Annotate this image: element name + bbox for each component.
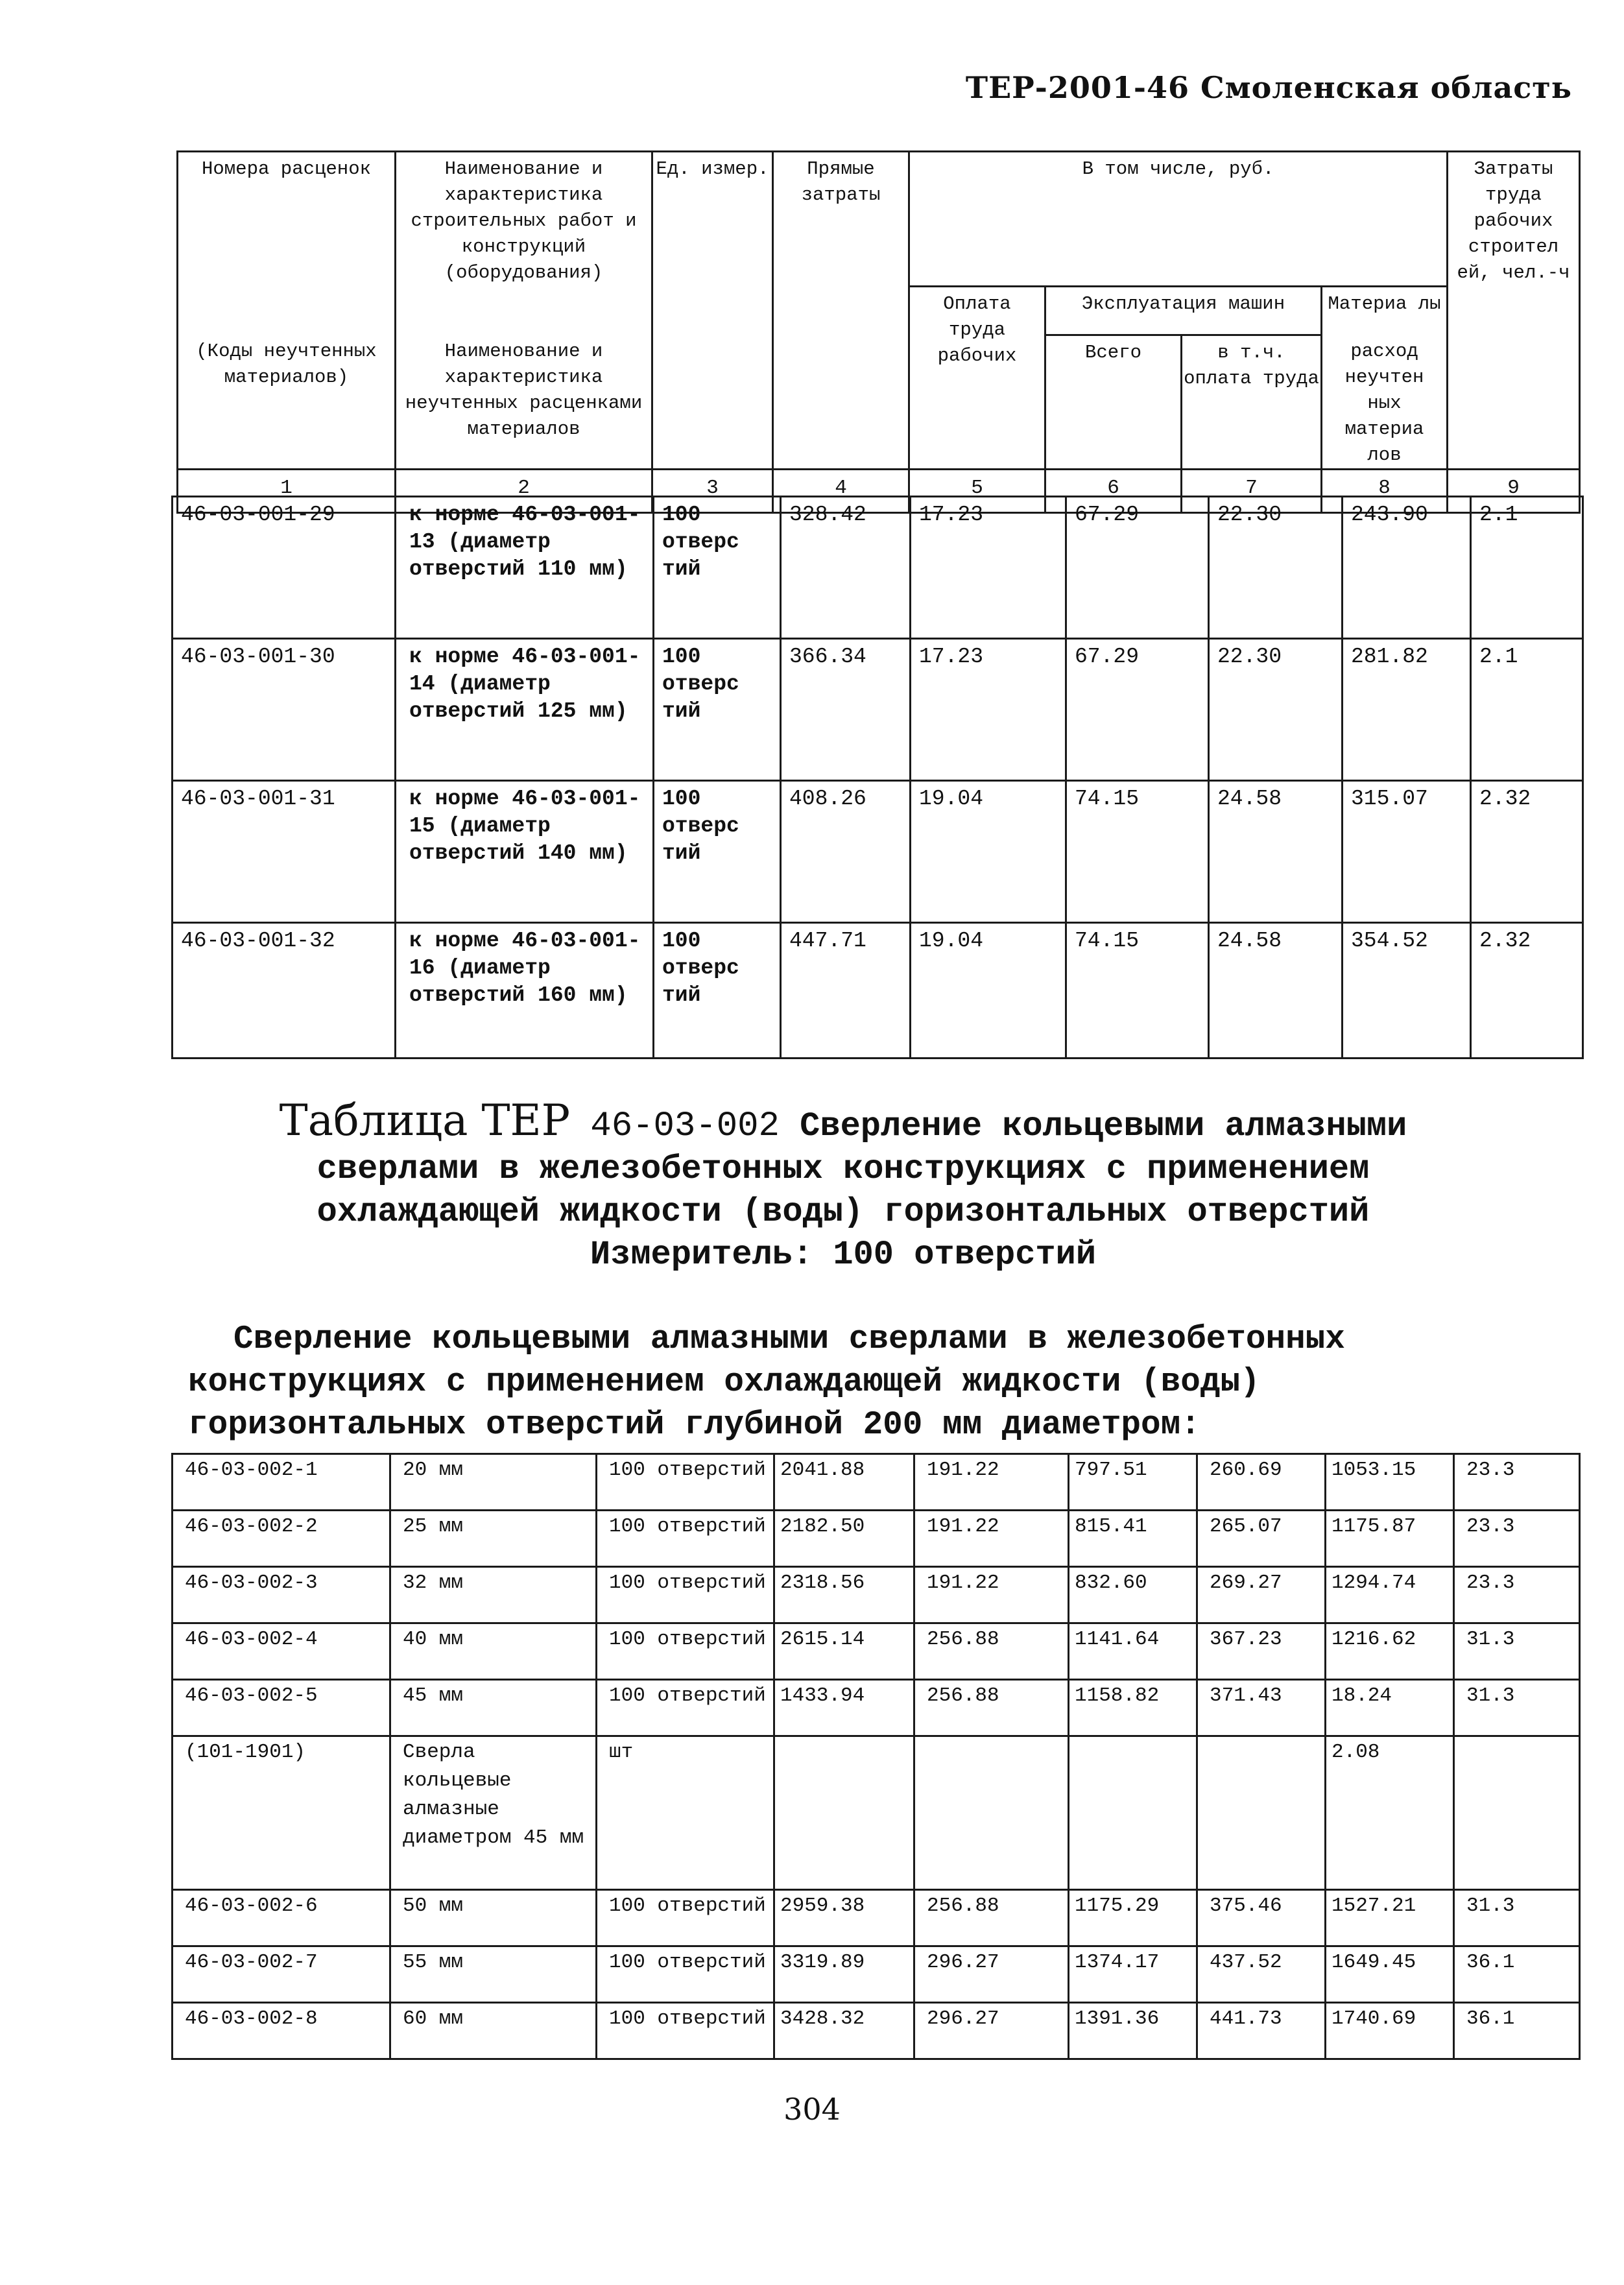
cell-code: 46-03-001-29 — [173, 497, 396, 639]
wages-header: Оплата труда рабочих — [909, 286, 1045, 470]
cell-machines: 74.15 — [1066, 781, 1209, 923]
cell-materials: 354.52 — [1343, 923, 1471, 1059]
cell-direct: 2182.50 — [774, 1511, 914, 1567]
cell-labor: 2.1 — [1471, 639, 1583, 781]
cell-code: 46-03-002-3 — [173, 1567, 390, 1623]
cell-materials: 1649.45 — [1326, 1946, 1454, 2003]
cell-labor: 36.1 — [1454, 1946, 1580, 2003]
cell-machines-wages: 22.30 — [1209, 497, 1343, 639]
cell-direct: 1433.94 — [774, 1680, 914, 1736]
cell-unit: 100 отверстий — [597, 1511, 774, 1567]
caption-code: 46-03-002 — [590, 1107, 780, 1146]
cell-direct: 366.34 — [781, 639, 911, 781]
cell-unit: 100 отверстий — [597, 1680, 774, 1736]
cell-wages: 256.88 — [914, 1623, 1069, 1680]
cell-direct: 3428.32 — [774, 2003, 914, 2059]
cell-code: (101-1901) — [173, 1736, 390, 1890]
cell-direct: 3319.89 — [774, 1946, 914, 2003]
cell-name: 50 мм — [390, 1890, 597, 1946]
rates-table-1 — [171, 496, 1584, 1059]
column-number: 6 — [1045, 470, 1182, 513]
cell-direct: 2041.88 — [774, 1454, 914, 1511]
cell-direct: 2615.14 — [774, 1623, 914, 1680]
column-number: 7 — [1182, 470, 1322, 513]
col3-header: Ед. измер. — [652, 152, 773, 470]
section-heading-line-3: горизонтальных отверстий глубиной 200 мм диаметром: — [188, 1407, 1200, 1444]
cell-materials: 315.07 — [1343, 781, 1471, 923]
cell-machines — [1069, 1736, 1197, 1890]
section-heading-line-1: Сверление кольцевыми алмазными сверлами в железобетонных — [233, 1321, 1345, 1358]
cell-labor: 23.3 — [1454, 1567, 1580, 1623]
caption-line-4: Измеритель: 100 отверстий — [590, 1236, 1097, 1274]
cell-machines: 1158.82 — [1069, 1680, 1197, 1736]
cell-code: 46-03-002-1 — [173, 1454, 390, 1511]
column-header-table — [176, 150, 1581, 514]
cell-wages: 19.04 — [911, 923, 1066, 1059]
cell-wages: 17.23 — [911, 497, 1066, 639]
cell-direct — [774, 1736, 914, 1890]
cell-wages: 296.27 — [914, 1946, 1069, 2003]
column-number: 9 — [1448, 470, 1580, 513]
cell-labor: 36.1 — [1454, 2003, 1580, 2059]
cell-materials: 1740.69 — [1326, 2003, 1454, 2059]
cell-machines-wages: 269.27 — [1197, 1567, 1326, 1623]
cell-labor: 2.1 — [1471, 497, 1583, 639]
cell-unit: 100 отверс тий — [654, 497, 781, 639]
cell-name: 40 мм — [390, 1623, 597, 1680]
cell-labor: 31.3 — [1454, 1890, 1580, 1946]
table-row — [173, 1511, 1580, 1567]
cell-machines-wages: 24.58 — [1209, 781, 1343, 923]
table-row — [173, 1567, 1580, 1623]
table-row — [173, 639, 1583, 781]
table-row — [173, 781, 1583, 923]
cell-unit: 100 отверс тий — [654, 639, 781, 781]
cell-name: к норме 46-03-001-13 (диаметр отверстий 110 мм) — [396, 497, 654, 639]
cell-direct: 2959.38 — [774, 1890, 914, 1946]
cell-materials: 1216.62 — [1326, 1623, 1454, 1680]
cell-direct: 328.42 — [781, 497, 911, 639]
cell-code: 46-03-002-7 — [173, 1946, 390, 2003]
col1-header-bottom: (Коды неучтенных материалов) — [178, 335, 396, 470]
cell-machines: 797.51 — [1069, 1454, 1197, 1511]
cell-machines: 1391.36 — [1069, 2003, 1197, 2059]
cell-machines: 832.60 — [1069, 1567, 1197, 1623]
cell-machines: 1141.64 — [1069, 1623, 1197, 1680]
cell-machines: 67.29 — [1066, 497, 1209, 639]
labor-header: Затраты труда рабочих строител ей, чел.-ч — [1448, 152, 1580, 470]
cell-materials: 1053.15 — [1326, 1454, 1454, 1511]
caption-line-2: сверлами в железобетонных конструкциях с применением — [316, 1150, 1370, 1188]
cell-materials: 243.90 — [1343, 497, 1471, 639]
cell-code: 46-03-002-2 — [173, 1511, 390, 1567]
cell-machines: 67.29 — [1066, 639, 1209, 781]
col2-header-bottom: Наименование и характеристика неучтенных расценками материалов — [396, 335, 652, 470]
cell-machines: 1374.17 — [1069, 1946, 1197, 2003]
column-number: 8 — [1322, 470, 1448, 513]
cell-wages: 191.22 — [914, 1454, 1069, 1511]
table-row — [173, 1736, 1580, 1890]
cell-wages: 256.88 — [914, 1890, 1069, 1946]
cell-name: 55 мм — [390, 1946, 597, 2003]
cell-code: 46-03-001-31 — [173, 781, 396, 923]
cell-wages: 17.23 — [911, 639, 1066, 781]
cell-materials: 1175.87 — [1326, 1511, 1454, 1567]
cell-unit: шт — [597, 1736, 774, 1890]
cell-name: к норме 46-03-001-15 (диаметр отверстий 140 мм) — [396, 781, 654, 923]
col1-header-top: Номера расценок — [178, 152, 396, 287]
cell-code: 46-03-002-6 — [173, 1890, 390, 1946]
cell-unit: 100 отверстий — [597, 1454, 774, 1511]
cell-labor: 31.3 — [1454, 1680, 1580, 1736]
table-row — [173, 1946, 1580, 2003]
column-number: 5 — [909, 470, 1045, 513]
column-number: 2 — [396, 470, 652, 513]
table-row — [173, 1623, 1580, 1680]
cell-code: 46-03-001-32 — [173, 923, 396, 1059]
cell-machines-wages: 371.43 — [1197, 1680, 1326, 1736]
machines-wages-header: в т.ч. оплата труда — [1182, 335, 1322, 470]
col1-header-spacer — [178, 286, 396, 335]
column-number: 3 — [652, 470, 773, 513]
cell-labor — [1454, 1736, 1580, 1890]
table-row — [173, 1454, 1580, 1511]
cell-name: Сверла кольцевые алмазные диаметром 45 мм — [390, 1736, 597, 1890]
cell-materials: 2.08 — [1326, 1736, 1454, 1890]
cell-materials: 1294.74 — [1326, 1567, 1454, 1623]
cell-machines-wages: 260.69 — [1197, 1454, 1326, 1511]
cell-machines-wages: 367.23 — [1197, 1623, 1326, 1680]
machines-header: Эксплуатация машин — [1045, 286, 1322, 335]
cell-machines-wages: 265.07 — [1197, 1511, 1326, 1567]
table-row — [173, 923, 1583, 1059]
cell-name: 60 мм — [390, 2003, 597, 2059]
cell-materials: 18.24 — [1326, 1680, 1454, 1736]
cell-name: 32 мм — [390, 1567, 597, 1623]
table-caption — [169, 1095, 1518, 1276]
cell-wages: 256.88 — [914, 1680, 1069, 1736]
col4-header: Прямые затраты — [773, 152, 909, 470]
cell-labor: 31.3 — [1454, 1623, 1580, 1680]
cell-materials: 281.82 — [1343, 639, 1471, 781]
cell-unit: 100 отверстий — [597, 1946, 774, 2003]
cell-unit: 100 отверстий — [597, 1890, 774, 1946]
cell-name: 45 мм — [390, 1680, 597, 1736]
cell-direct: 408.26 — [781, 781, 911, 923]
column-number: 1 — [178, 470, 396, 513]
cell-unit: 100 отверстий — [597, 1567, 774, 1623]
cell-name: к норме 46-03-001-14 (диаметр отверстий 125 мм) — [396, 639, 654, 781]
cell-wages: 19.04 — [911, 781, 1066, 923]
table-row — [173, 2003, 1580, 2059]
table-row — [173, 1890, 1580, 1946]
cell-machines: 815.41 — [1069, 1511, 1197, 1567]
table-row — [173, 497, 1583, 639]
materials-header-top: Материа лы — [1322, 286, 1448, 335]
cell-machines: 1175.29 — [1069, 1890, 1197, 1946]
cell-machines-wages: 24.58 — [1209, 923, 1343, 1059]
cell-machines-wages: 375.46 — [1197, 1890, 1326, 1946]
section-heading-line-2: конструкциях с применением охлаждающей жидкости (воды) — [188, 1364, 1260, 1401]
cell-labor: 2.32 — [1471, 923, 1583, 1059]
cell-code: 46-03-002-5 — [173, 1680, 390, 1736]
cell-code: 46-03-002-4 — [173, 1623, 390, 1680]
column-number: 4 — [773, 470, 909, 513]
cell-labor: 23.3 — [1454, 1511, 1580, 1567]
rates-table-2 — [171, 1453, 1581, 2060]
cell-name: к норме 46-03-001-16 (диаметр отверстий 160 мм) — [396, 923, 654, 1059]
cell-wages: 296.27 — [914, 2003, 1069, 2059]
group-header: В том числе, руб. — [909, 152, 1448, 287]
machines-total-header: Всего — [1045, 335, 1182, 470]
materials-header-bottom: расход неучтен ных материа лов — [1322, 335, 1448, 470]
cell-machines-wages: 22.30 — [1209, 639, 1343, 781]
page-number: 304 — [783, 2092, 841, 2127]
cell-labor: 2.32 — [1471, 781, 1583, 923]
page-header-title: ТЕР-2001-46 Смоленская область — [965, 70, 1572, 105]
cell-code: 46-03-001-30 — [173, 639, 396, 781]
cell-machines-wages: 437.52 — [1197, 1946, 1326, 2003]
section-heading — [188, 1319, 1576, 1447]
cell-machines-wages: 441.73 — [1197, 2003, 1326, 2059]
cell-wages: 191.22 — [914, 1511, 1069, 1567]
cell-direct: 2318.56 — [774, 1567, 914, 1623]
cell-labor: 23.3 — [1454, 1454, 1580, 1511]
table-row — [173, 1680, 1580, 1736]
col2-header-spacer — [396, 286, 652, 335]
cell-machines-wages — [1197, 1736, 1326, 1890]
cell-name: 20 мм — [390, 1454, 597, 1511]
cell-materials: 1527.21 — [1326, 1890, 1454, 1946]
cell-wages: 191.22 — [914, 1567, 1069, 1623]
cell-direct: 447.71 — [781, 923, 911, 1059]
cell-unit: 100 отверс тий — [654, 781, 781, 923]
cell-unit: 100 отверс тий — [654, 923, 781, 1059]
cell-wages — [914, 1736, 1069, 1890]
cell-unit: 100 отверстий — [597, 2003, 774, 2059]
caption-line-1: Сверление кольцевыми алмазными — [800, 1107, 1407, 1145]
caption-line-3: охлаждающей жидкости (воды) горизонтальных отверстий — [316, 1193, 1370, 1231]
caption-label: Таблица ТЕР — [279, 1095, 571, 1145]
cell-code: 46-03-002-8 — [173, 2003, 390, 2059]
cell-name: 25 мм — [390, 1511, 597, 1567]
col2-header-top: Наименование и характеристика строительных работ и конструкций (оборудования) — [396, 152, 652, 287]
cell-machines: 74.15 — [1066, 923, 1209, 1059]
cell-unit: 100 отверстий — [597, 1623, 774, 1680]
